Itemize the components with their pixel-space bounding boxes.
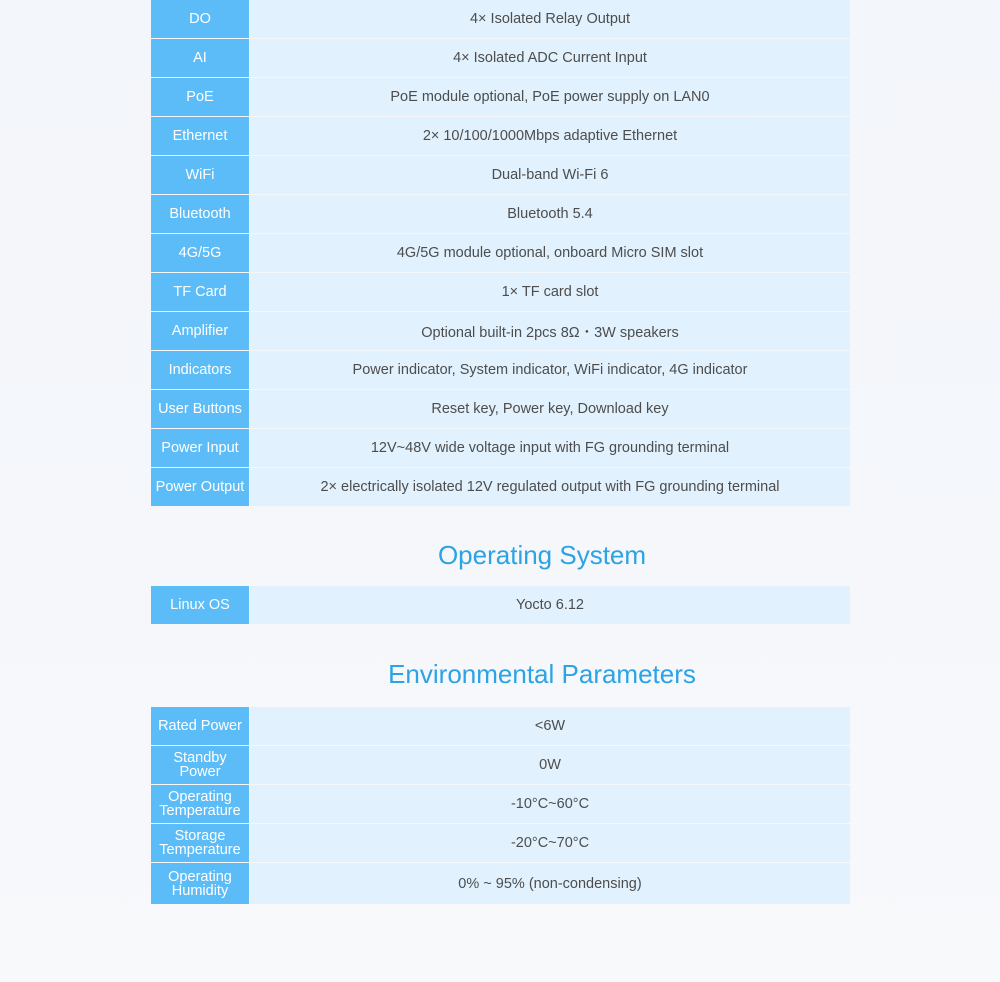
spec-key: PoE <box>151 78 249 116</box>
spec-row-ethernet <box>151 117 850 155</box>
spec-key: Indicators <box>151 351 249 389</box>
spec-row-poe <box>151 78 850 116</box>
spec-key: Linux OS <box>151 586 249 624</box>
spec-row-indicators <box>151 351 850 389</box>
spec-key: DO <box>151 0 249 38</box>
spec-value: Power indicator, System indicator, WiFi indicator, 4G indicator <box>250 351 850 389</box>
spec-value: 0W <box>250 746 850 784</box>
spec-value: 2× electrically isolated 12V regulated output with FG grounding terminal <box>250 468 850 506</box>
spec-value: Reset key, Power key, Download key <box>250 390 850 428</box>
spec-value: Optional built-in 2pcs 8Ω・3W speakers <box>250 312 850 350</box>
spec-row-wifi <box>151 156 850 194</box>
spec-row-power-output <box>151 468 850 506</box>
spec-value: 2× 10/100/1000Mbps adaptive Ethernet <box>250 117 850 155</box>
hardware-spec-table <box>151 0 850 507</box>
spec-key: Storage Temperature <box>151 824 249 862</box>
spec-row-ai <box>151 39 850 77</box>
spec-row-storage-temperature <box>151 824 850 862</box>
spec-key: Ethernet <box>151 117 249 155</box>
spec-key: Operating Temperature <box>151 785 249 823</box>
spec-key: Power Output <box>151 468 249 506</box>
spec-value: Dual-band Wi-Fi 6 <box>250 156 850 194</box>
spec-value: 0% ~ 95% (non-condensing) <box>250 863 850 904</box>
spec-value: 4G/5G module optional, onboard Micro SIM slot <box>250 234 850 272</box>
spec-value: 12V~48V wide voltage input with FG grounding terminal <box>250 429 850 467</box>
spec-key: Rated Power <box>151 707 249 745</box>
spec-value: 1× TF card slot <box>250 273 850 311</box>
spec-key: TF Card <box>151 273 249 311</box>
spec-row-rated-power <box>151 707 850 745</box>
spec-value: Bluetooth 5.4 <box>250 195 850 233</box>
spec-row-amplifier <box>151 312 850 350</box>
spec-value: Yocto 6.12 <box>250 586 850 624</box>
environmental-parameters-heading: Environmental Parameters <box>388 659 696 689</box>
spec-row-linux-os <box>151 586 850 624</box>
spec-key: Amplifier <box>151 312 249 350</box>
spec-row-do <box>151 0 850 38</box>
spec-key: 4G/5G <box>151 234 249 272</box>
spec-key: AI <box>151 39 249 77</box>
os-spec-table <box>151 586 850 625</box>
spec-value: 4× Isolated ADC Current Input <box>250 39 850 77</box>
spec-key: Operating Humidity <box>151 863 249 904</box>
operating-system-heading: Operating System <box>437 540 647 570</box>
spec-key: Power Input <box>151 429 249 467</box>
spec-value: 4× Isolated Relay Output <box>250 0 850 38</box>
spec-key: Standby Power <box>151 746 249 784</box>
spec-key: Bluetooth <box>151 195 249 233</box>
spec-value: -10°C~60°C <box>250 785 850 823</box>
spec-row-power-input <box>151 429 850 467</box>
spec-key: User Buttons <box>151 390 249 428</box>
env-spec-table <box>151 707 850 905</box>
spec-value: <6W <box>250 707 850 745</box>
spec-value: -20°C~70°C <box>250 824 850 862</box>
spec-row-standby-power <box>151 746 850 784</box>
spec-key: WiFi <box>151 156 249 194</box>
spec-row-4g5g <box>151 234 850 272</box>
spec-value: PoE module optional, PoE power supply on LAN0 <box>250 78 850 116</box>
spec-row-operating-humidity <box>151 863 850 904</box>
spec-row-bluetooth <box>151 195 850 233</box>
spec-row-operating-temperature <box>151 785 850 823</box>
spec-row-user-buttons <box>151 390 850 428</box>
spec-row-tf-card <box>151 273 850 311</box>
